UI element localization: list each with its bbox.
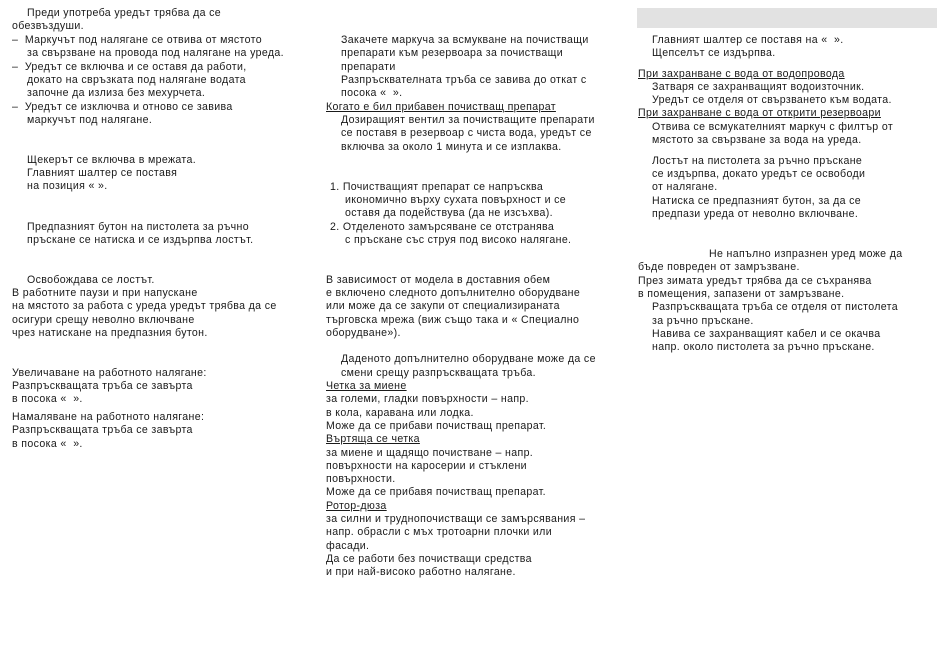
text-line: осигури срещу неволно включване bbox=[12, 314, 195, 326]
text-line: Може да се прибавя почистващ препарат. bbox=[326, 486, 546, 498]
text-line: Разпръскващата тръба се завърта bbox=[12, 424, 193, 436]
section-heading: Когато е бил прибавен почистващ препарат bbox=[326, 101, 556, 113]
text-line: – Уредът се включва и се оставя да работи, bbox=[12, 61, 247, 73]
text-line: Уредът се отделя от свързването към водата. bbox=[652, 94, 892, 106]
text-line: 2. Отделеното замърсяване се отстранява bbox=[330, 221, 555, 233]
section-heading: При захранване с вода от открити резервоари bbox=[638, 107, 881, 119]
text-line: или може да се закупи от специализираната bbox=[326, 300, 560, 312]
text-line: обезвъздуши. bbox=[12, 20, 84, 32]
text-line: препарати bbox=[341, 61, 396, 73]
text-line: Намаляване на работното налягане: bbox=[12, 411, 205, 423]
text-line: започне да излиза без мехурчета. bbox=[27, 87, 206, 99]
text-line: Дозиращият вентил за почистващите препарати bbox=[341, 114, 595, 126]
text-line: в посока « ». bbox=[12, 393, 83, 405]
text-line: Затваря се захранващият водоизточник. bbox=[652, 81, 865, 93]
text-line: чрез натискане на предпазния бутон. bbox=[12, 327, 208, 339]
text-line: препарати към резервоара за почистващи bbox=[341, 47, 563, 59]
text-line: посока « ». bbox=[341, 87, 403, 99]
text-line: мястото за свързване за вода на уреда. bbox=[652, 134, 862, 146]
text-line: маркучът под налягане. bbox=[27, 114, 153, 126]
text-line: Лостът на пистолета за ръчно пръскане bbox=[652, 155, 863, 167]
text-line: Отвива се всмукателният маркуч с филтър от bbox=[652, 121, 894, 133]
text-line: е включено следното допълнително оборудване bbox=[326, 287, 581, 299]
text-line: Закачете маркуча за всмукване на почистващи bbox=[341, 34, 589, 46]
text-line: Предпазният бутон на пистолета за ръчно bbox=[27, 221, 249, 233]
text-line: за миене и щадящо почистване – напр. bbox=[326, 447, 534, 459]
text-line: повърхности на каросерии и стъклени bbox=[326, 460, 527, 472]
text-line: пръскане се натиска и се издърпва лостът. bbox=[27, 234, 254, 246]
text-line: – Уредът се изключва и отново се завива bbox=[12, 101, 233, 113]
text-line: Навива се захранващият кабел и се окачва bbox=[652, 328, 881, 340]
text-line: предпази уреда от неволно включване. bbox=[652, 208, 859, 220]
section-heading: Четка за миене bbox=[326, 380, 407, 392]
text-line: в кола, каравана или лодка. bbox=[326, 407, 474, 419]
text-line: за големи, гладки повърхности – напр. bbox=[326, 393, 529, 405]
text-line: – Маркучът под налягане се отвива от мястото bbox=[12, 34, 262, 46]
text-line: фасади. bbox=[326, 540, 370, 552]
text-line: търговска мрежа (виж също така и « Специално bbox=[326, 314, 580, 326]
text-line: Разпръсквателната тръба се завива до откат с bbox=[341, 74, 587, 86]
text-line: напр. около пистолета за ръчно пръскане. bbox=[652, 341, 875, 353]
text-line: Увеличаване на работното налягане: bbox=[12, 367, 207, 379]
text-line: и при най-високо работно налягане. bbox=[326, 566, 516, 578]
text-line: В работните паузи и при напускане bbox=[12, 287, 198, 299]
text-line: докато на свръзката под налягане водата bbox=[27, 74, 246, 86]
text-line: Може да се прибави почистващ препарат. bbox=[326, 420, 547, 432]
text-line: в помещения, запазени от замръзване. bbox=[638, 288, 845, 300]
text-line: за ръчно пръскане. bbox=[652, 315, 754, 327]
text-line: на позиция « ». bbox=[27, 180, 108, 192]
text-line: включва за около 1 минута и се изплаква. bbox=[341, 141, 562, 153]
text-line: в посока « ». bbox=[12, 438, 83, 450]
text-line: Освобождава се лостът. bbox=[27, 274, 155, 286]
text-line: През зимата уредът трябва да се съхранява bbox=[638, 275, 872, 287]
text-line: бъде повреден от замръзване. bbox=[638, 261, 800, 273]
text-line: Главният шалтер се поставя bbox=[27, 167, 178, 179]
section-heading: При захранване с вода от водопровода bbox=[638, 68, 845, 80]
text-line: от налягане. bbox=[652, 181, 718, 193]
text-line: Натиска се предпазният бутон, за да се bbox=[652, 195, 862, 207]
text-line: Не напълно изпразнен уред може да bbox=[709, 248, 903, 260]
text-line: на мястото за работа с уреда уредът трябва да се bbox=[12, 300, 277, 312]
text-line: Даденото допълнително оборудване може да се bbox=[341, 353, 596, 365]
text-line: смени срещу разпръскващата тръба. bbox=[341, 367, 536, 379]
text-line: се поставя в резервоар с чиста вода, уредът се bbox=[341, 127, 592, 139]
text-line: с пръскане със струя под високо налягане. bbox=[345, 234, 572, 246]
text-line: Главният шалтер се поставя на « ». bbox=[652, 34, 844, 46]
text-line: за свързване на провода под налягане на уреда. bbox=[27, 47, 284, 59]
text-line: В зависимост от модела в доставния обем bbox=[326, 274, 551, 286]
text-line: Щекерът се включва в мрежата. bbox=[27, 154, 197, 166]
text-line: се издърпва, докато уредът се освободи bbox=[652, 168, 866, 180]
text-line: 1. Почистващият препарат се напръсква bbox=[330, 181, 544, 193]
text-line: напр. обрасли с мъх тротоарни плочки или bbox=[326, 526, 552, 538]
section-heading: Въртяща се четка bbox=[326, 433, 420, 445]
text-line: повърхности. bbox=[326, 473, 396, 485]
text-line: Разпръскващата тръба се завърта bbox=[12, 380, 193, 392]
text-line: Щепселът се издърпва. bbox=[652, 47, 776, 59]
text-line: за силни и труднопочистващи се замърсявания – bbox=[326, 513, 586, 525]
section-heading: Ротор-дюза bbox=[326, 500, 387, 512]
text-line: оборудване»). bbox=[326, 327, 401, 339]
text-line: оставя да подействува (да не изсъхва). bbox=[345, 207, 553, 219]
text-line: Разпръскващата тръба се отделя от пистолета bbox=[652, 301, 898, 313]
text-line: икономично върху сухата повърхност и се bbox=[345, 194, 567, 206]
text-line: Да се работи без почистващи средства bbox=[326, 553, 532, 565]
text-line: Преди употреба уредът трябва да се bbox=[27, 7, 222, 19]
section-header-bar bbox=[637, 8, 937, 28]
